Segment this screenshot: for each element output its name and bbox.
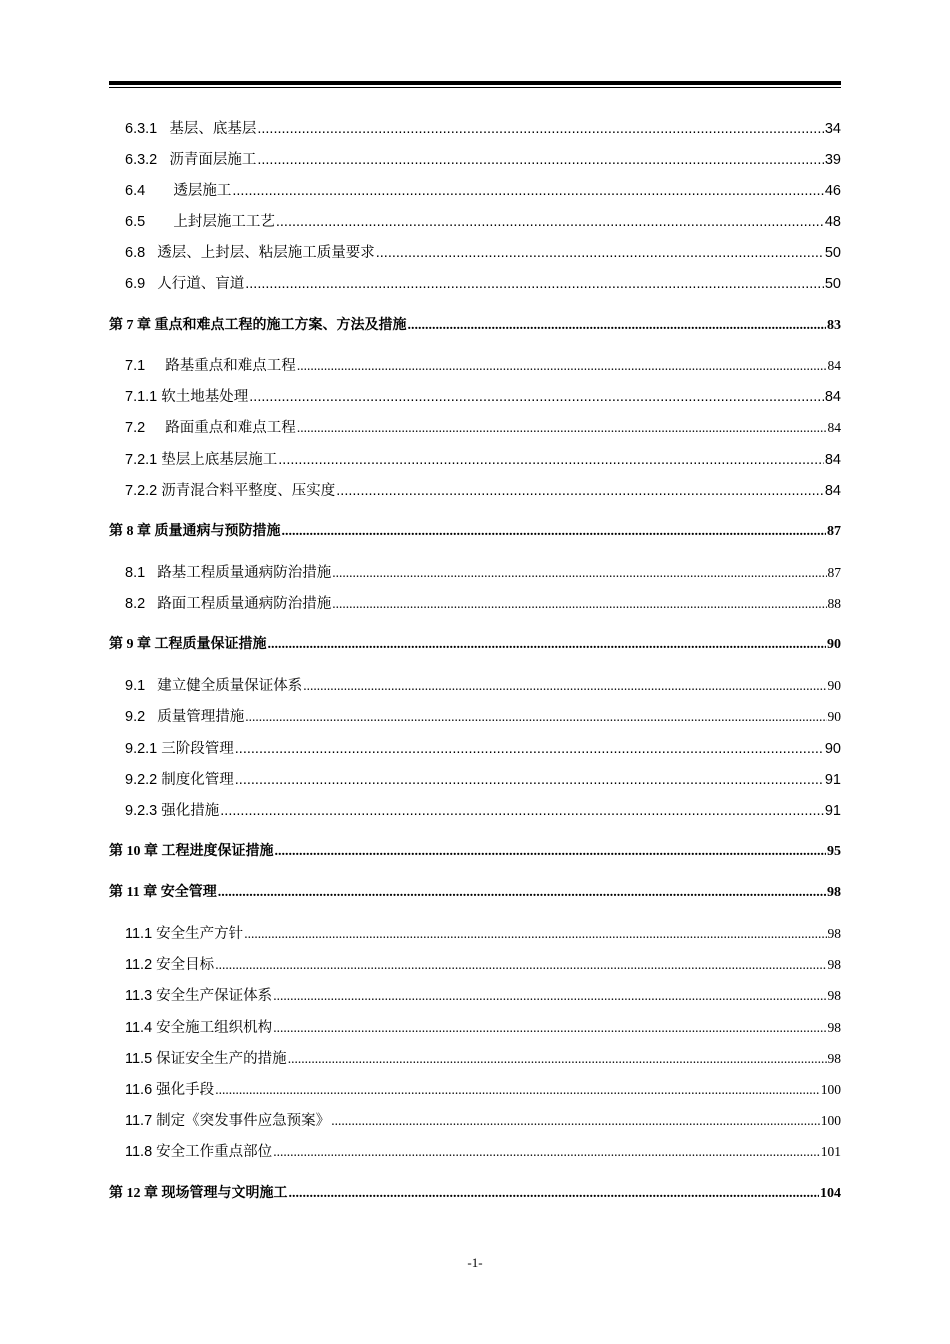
toc-entry-label: 11.7 制定《突发事件应急预案》	[125, 1113, 331, 1129]
toc-entry[interactable]	[125, 354, 841, 375]
toc-leader-dots	[289, 1186, 820, 1202]
toc-entry-label: 8.2 路面工程质量通病防治措施	[125, 596, 332, 612]
toc-chapter-entry[interactable]	[109, 1182, 841, 1202]
toc-chapter-page: 87	[827, 524, 841, 539]
toc-entry[interactable]	[125, 241, 841, 262]
toc-chapter-entry[interactable]	[109, 840, 841, 860]
toc-entry[interactable]	[125, 737, 841, 758]
toc-leader-dots	[303, 678, 826, 694]
toc-entry-page: 84	[827, 420, 841, 435]
toc-chapter-label: 第 12 章 现场管理与文明施工	[109, 1186, 288, 1201]
toc-chapter-label: 第 8 章 质量通病与预防措施	[109, 524, 281, 539]
toc-entry[interactable]	[125, 953, 841, 974]
toc-entry-label: 9.2.3 强化措施	[125, 803, 220, 819]
toc-entry-page: 101	[820, 1144, 841, 1159]
toc-entry-label: 6.8 透层、上封层、粘层施工质量要求	[125, 245, 375, 261]
toc-chapter-label: 第 9 章 工程质量保证措施	[109, 637, 267, 652]
toc-entry-page: 84	[824, 452, 841, 468]
toc-leader-dots	[278, 452, 824, 468]
toc-leader-dots	[336, 483, 824, 499]
toc-entry-label: 8.1 路基工程质量通病防治措施	[125, 565, 332, 581]
toc-entry-label: 7.2.1 垫层上底基层施工	[125, 452, 278, 468]
toc-leader-dots	[376, 245, 824, 261]
toc-leader-dots	[332, 596, 826, 612]
toc-entry-page: 91	[824, 803, 841, 819]
toc-leader-dots	[245, 276, 824, 292]
toc-entry-label: 7.1 路基重点和难点工程	[125, 358, 296, 374]
toc-entry[interactable]	[125, 1016, 841, 1037]
toc-leader-dots	[408, 318, 827, 334]
toc-entry[interactable]	[125, 385, 841, 406]
toc-entry[interactable]	[125, 479, 841, 500]
toc-leader-dots	[276, 214, 824, 230]
toc-leader-dots	[235, 741, 824, 757]
toc-entry[interactable]	[125, 1109, 841, 1130]
toc-entry[interactable]	[125, 148, 841, 169]
toc-entry-page: 48	[824, 214, 841, 230]
toc-chapter-label: 第 10 章 工程进度保证措施	[109, 844, 274, 859]
toc-entry-page: 98	[827, 926, 841, 941]
toc-entry-page: 84	[824, 483, 841, 499]
toc-entry[interactable]	[125, 592, 841, 613]
toc-entry-label: 6.5 上封层施工工艺	[125, 214, 275, 230]
page-number-footer: -1-	[467, 1255, 483, 1270]
toc-entry-label: 7.2.2 沥青混合料平整度、压实度	[125, 483, 336, 499]
toc-entry-page: 90	[827, 678, 841, 693]
toc-entry-page: 91	[824, 772, 841, 788]
toc-entry[interactable]	[125, 799, 841, 820]
toc-leader-dots	[297, 420, 827, 436]
toc-chapter-page: 98	[827, 885, 841, 900]
toc-leader-dots	[232, 183, 824, 199]
toc-entry[interactable]	[125, 768, 841, 789]
toc-chapter-entry[interactable]	[109, 314, 841, 334]
toc-entry-page: 100	[820, 1113, 841, 1128]
toc-entry-page: 90	[824, 741, 841, 757]
toc-chapter-entry[interactable]	[109, 881, 841, 901]
toc-entry[interactable]	[125, 448, 841, 469]
toc-leader-dots	[220, 803, 824, 819]
toc-chapter-entry[interactable]	[109, 520, 841, 540]
toc-entry[interactable]	[125, 1047, 841, 1068]
toc-entry-page: 98	[827, 1020, 841, 1035]
toc-entry-page: 46	[824, 183, 841, 199]
toc-entry-label: 9.1 建立健全质量保证体系	[125, 678, 303, 694]
toc-entry-label: 7.2 路面重点和难点工程	[125, 420, 296, 436]
toc-chapter-entry[interactable]	[109, 633, 841, 653]
toc-leader-dots	[218, 885, 826, 901]
toc-entry[interactable]	[125, 1078, 841, 1099]
toc-entry-page: 98	[827, 1051, 841, 1066]
toc-entry[interactable]	[125, 272, 841, 293]
toc-leader-dots	[235, 772, 824, 788]
toc-chapter-label: 第 11 章 安全管理	[109, 885, 217, 900]
toc-entry-page: 34	[824, 121, 841, 137]
toc-leader-dots	[288, 1051, 827, 1067]
toc-entry-page: 50	[824, 276, 841, 292]
toc-leader-dots	[244, 926, 826, 942]
toc-entry[interactable]	[125, 1140, 841, 1161]
toc-leader-dots	[273, 988, 826, 1004]
toc-entry[interactable]	[125, 922, 841, 943]
toc-entry-page: 100	[820, 1082, 841, 1097]
toc-chapter-page: 90	[827, 637, 841, 652]
toc-entry-page: 98	[827, 957, 841, 972]
toc-entry-page: 87	[827, 565, 841, 580]
toc-entry-label: 6.4 透层施工	[125, 183, 232, 199]
toc-entry-label: 11.8 安全工作重点部位	[125, 1144, 273, 1160]
toc-entry-label: 11.4 安全施工组织机构	[125, 1020, 273, 1036]
toc-entry-page: 50	[824, 245, 841, 261]
toc-entry-page: 98	[827, 988, 841, 1003]
toc-entry-label: 9.2.1 三阶段管理	[125, 741, 234, 757]
toc-leader-dots	[273, 1020, 826, 1036]
toc-entry[interactable]	[125, 416, 841, 437]
toc-entry-label: 9.2.2 制度化管理	[125, 772, 234, 788]
toc-entry[interactable]	[125, 984, 841, 1005]
toc-chapter-page: 83	[827, 318, 841, 333]
toc-entry-label: 11.5 保证安全生产的措施	[125, 1051, 287, 1067]
toc-leader-dots	[245, 709, 826, 725]
toc-leader-dots	[297, 358, 827, 374]
toc-leader-dots	[268, 637, 827, 653]
toc-chapter-page: 104	[820, 1186, 841, 1201]
toc-leader-dots	[275, 844, 827, 860]
toc-entry-label: 7.1.1 软土地基处理	[125, 389, 249, 405]
toc-leader-dots	[215, 957, 826, 973]
toc-entry-page: 84	[824, 389, 841, 405]
toc-entry-label: 11.1 安全生产方针	[125, 926, 244, 942]
toc-entry-page: 88	[827, 596, 841, 611]
toc-entry-page: 90	[827, 709, 841, 724]
toc-entry[interactable]	[125, 117, 841, 138]
toc-entry-label: 11.6 强化手段	[125, 1082, 215, 1098]
toc-entry[interactable]	[125, 561, 841, 582]
toc-entry-label: 9.2 质量管理措施	[125, 709, 245, 725]
toc-leader-dots	[331, 1113, 820, 1129]
toc-entry-label: 6.9 人行道、盲道	[125, 276, 245, 292]
toc-leader-dots	[332, 565, 826, 581]
toc-leader-dots	[273, 1144, 820, 1160]
toc-entry[interactable]	[125, 674, 841, 695]
toc-chapter-label: 第 7 章 重点和难点工程的施工方案、方法及措施	[109, 318, 407, 333]
toc-entry-label: 11.2 安全目标	[125, 957, 215, 973]
toc-entry[interactable]	[125, 705, 841, 726]
toc-entry-page: 39	[824, 152, 841, 168]
toc-leader-dots	[282, 524, 827, 540]
toc-leader-dots	[257, 152, 824, 168]
toc-leader-dots	[257, 121, 824, 137]
toc-entry-page: 84	[827, 358, 841, 373]
toc-leader-dots	[215, 1082, 820, 1098]
toc-entry[interactable]	[125, 179, 841, 200]
toc-chapter-page: 95	[827, 844, 841, 859]
toc-entry-label: 6.3.2 沥青面层施工	[125, 152, 257, 168]
toc-entry-label: 11.3 安全生产保证体系	[125, 988, 273, 1004]
toc-entry-label: 6.3.1 基层、底基层	[125, 121, 257, 137]
toc-entry[interactable]	[125, 210, 841, 231]
toc-leader-dots	[249, 389, 824, 405]
